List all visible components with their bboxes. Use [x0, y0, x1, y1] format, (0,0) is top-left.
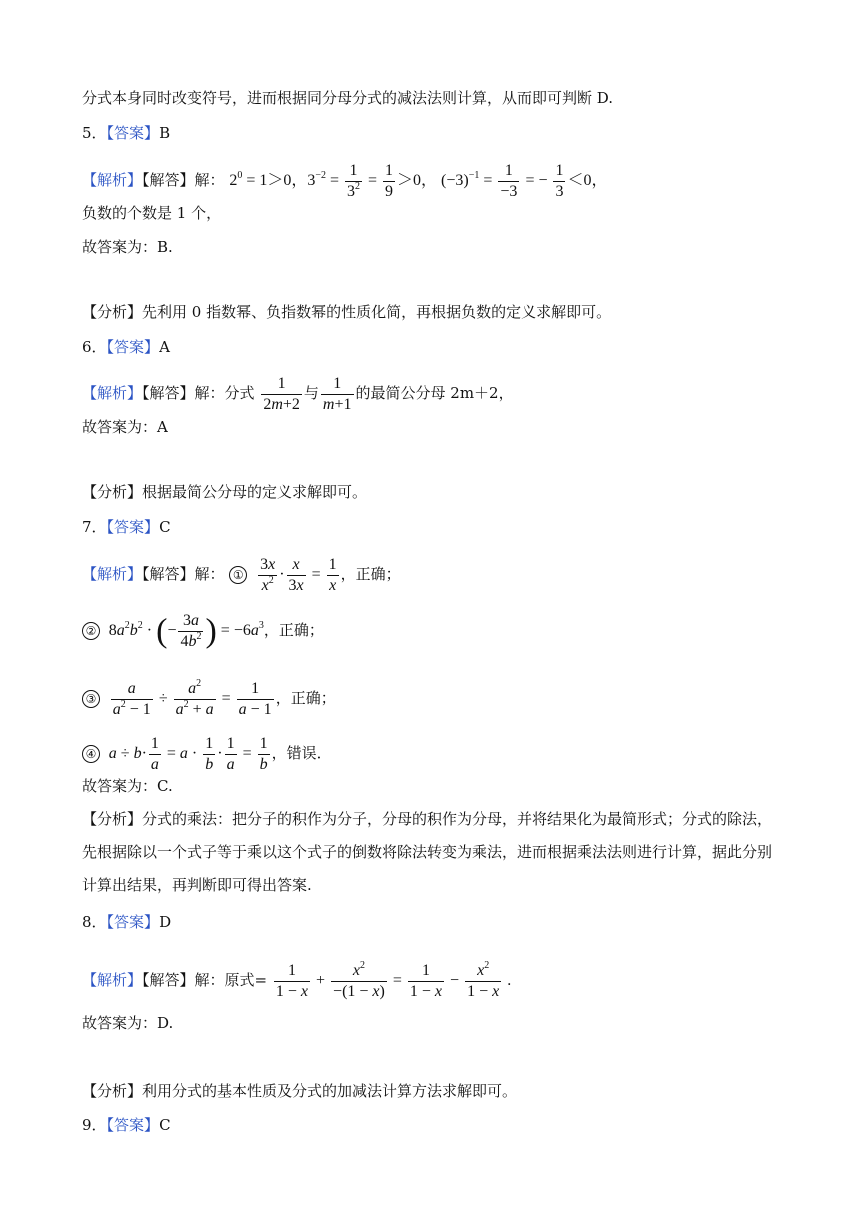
q7-solution-line [82, 556, 401, 595]
paragraph: 根据最简公分母的定义求解即可。 [142, 483, 368, 501]
analysis-label: 【分析】 [82, 1082, 143, 1100]
analysis-tag: 【解析】 [82, 971, 143, 990]
analysis-paragraph [82, 803, 782, 902]
solution-label: 【解答】解： [142, 171, 225, 190]
solution-label: 【解答】解：分式 [142, 384, 255, 403]
text-fragment: 的最简公分母 2m＋2， [355, 384, 514, 403]
solution-label: 【解答】解： [142, 565, 225, 584]
math-expression: $\frac{1}{m+1}$ [322, 375, 352, 413]
answer-value: D [159, 913, 172, 931]
math-expression: $\frac{1}{1 - x}$ + $\frac{x^2}{-(1 - x)}$ = $\frac{1}{1 - x}$ − $\frac{x^2}{1 - x}$ . [275, 960, 512, 1000]
text-line [82, 88, 613, 108]
circled-number: ④ [82, 745, 100, 763]
question-number: 9． [82, 1116, 107, 1134]
analysis-tag: 【解析】 [82, 565, 143, 584]
math-expression: $\frac{1}{2m+2}$ [263, 375, 300, 413]
answer-value: C [159, 1116, 171, 1134]
circled-number: ① [229, 566, 247, 584]
q8-solution-line [82, 962, 511, 1001]
q8-answer-line [82, 912, 171, 932]
circled-number: ② [82, 622, 100, 640]
q6-solution-line [82, 375, 514, 414]
q7-item4 [82, 735, 332, 774]
q7-item2 [82, 612, 324, 651]
question-number: 8． [82, 913, 107, 931]
answer-value: A [159, 338, 170, 356]
text-fragment: ，正确； [340, 565, 401, 584]
answer-tag: 【答案】 [106, 913, 160, 931]
circled-number: ③ [82, 690, 100, 708]
q7-answer-line [82, 517, 171, 537]
analysis-label: 【分析】 [82, 810, 143, 828]
paragraph: 故答案为：A [82, 418, 168, 436]
paragraph: 故答案为：C. [82, 777, 173, 795]
q5-answer-line [82, 123, 170, 143]
q7-item3 [82, 680, 336, 719]
math-expression: $8a^2b^2$ · (− $\frac{3a}{4b^2}$ ) = $-6a^3$ [108, 612, 264, 650]
final-answer [82, 776, 173, 796]
answer-tag: 【答案】 [106, 518, 160, 536]
paragraph: 分式本身同时改变符号，进而根据同分母分式的减法法则计算，从而即可判断 D. [82, 89, 614, 107]
analysis-label: 【分析】 [82, 303, 143, 321]
text-line [82, 203, 221, 223]
analysis-tag: 【解析】 [82, 384, 143, 403]
math-expression: $2^0 = 1>0$，$3^{-2}$ = $\frac{1}{3^2}$ = $\frac{1}{9}$ ＞0， $(-3)^{-1}$ = $\frac{1}{-3}$ = − $\frac{1}{3}$ ＜0， [229, 162, 608, 200]
math-expression: a ÷ b· $\frac{1}{a}$ = a · $\frac{1}{b}$ · $\frac{1}{a}$ = $\frac{1}{b}$ [108, 735, 268, 773]
answer-value: B [159, 124, 171, 142]
paragraph: 故答案为：B. [82, 238, 173, 256]
answer-value: C [159, 518, 171, 536]
analysis-line [82, 1081, 517, 1101]
paragraph: 利用分式的基本性质及分式的加减法计算方法求解即可。 [142, 1082, 518, 1100]
math-expression: $\frac{3x}{x^2}$ · $\frac{x}{3x}$ = $\frac{1}{x}$ [260, 556, 337, 594]
paragraph: 负数的个数是 1 个， [82, 204, 222, 222]
paragraph: 分式的乘法：把分子的积作为分子，分母的积作为分母，并将结果化为最简形式；分式的除法，先根据除以一个式子等于乘以这个式子的倒数将除法转变为乘法，进而根据乘法法则进行计算，据此分别计算出结果，再判断即可得出答案. [82, 810, 773, 894]
solution-label: 【解答】解：原式= [142, 971, 268, 990]
text-fragment: 与 [303, 384, 319, 403]
text-fragment: ，正确； [263, 621, 324, 640]
final-answer [82, 237, 173, 257]
paragraph: 故答案为：D. [82, 1014, 174, 1032]
text-fragment: ，错误． [271, 744, 332, 763]
final-answer [82, 417, 168, 437]
math-expression: $\frac{a}{a^2 - 1}$ ÷ $\frac{a^2}{a^2 + a}$ = $\frac{1}{a - 1}$ [112, 678, 272, 718]
q5-solution-line [82, 162, 608, 201]
text-fragment: ，正确； [275, 689, 336, 708]
analysis-line [82, 302, 611, 322]
analysis-label: 【分析】 [82, 483, 143, 501]
q9-answer-line [82, 1115, 171, 1135]
paragraph: 先利用 0 指数幂、负指数幂的性质化简，再根据负数的定义求解即可。 [142, 303, 612, 321]
question-number: 5． [82, 124, 107, 142]
answer-tag: 【答案】 [106, 124, 160, 142]
question-number: 7． [82, 518, 107, 536]
q6-answer-line [82, 337, 170, 357]
final-answer [82, 1013, 173, 1033]
answer-tag: 【答案】 [106, 338, 160, 356]
analysis-line [82, 482, 367, 502]
question-number: 6． [82, 338, 107, 356]
analysis-tag: 【解析】 [82, 171, 143, 190]
answer-tag: 【答案】 [106, 1116, 160, 1134]
